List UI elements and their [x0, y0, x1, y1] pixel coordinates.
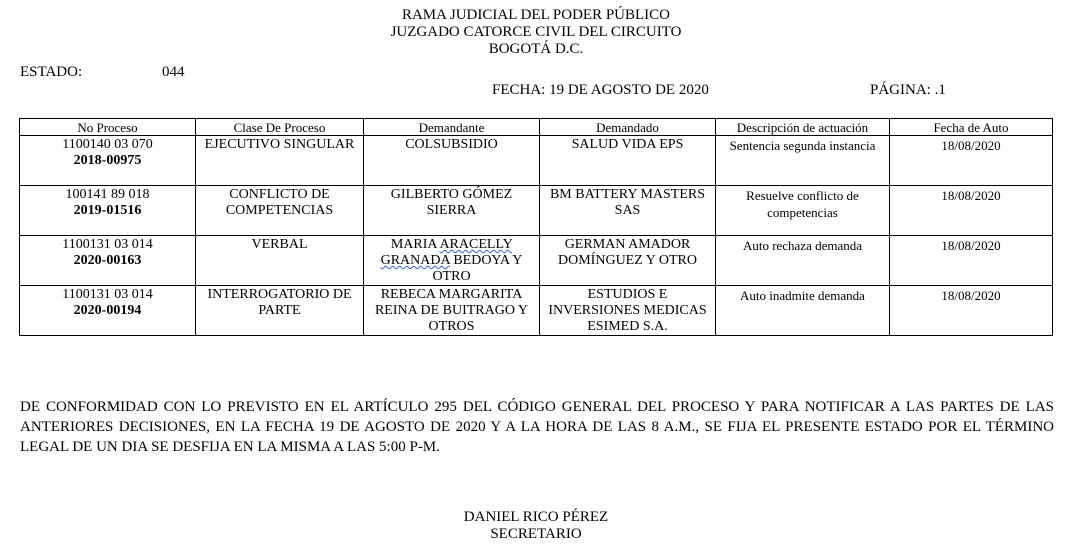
- proceso-radicado: 2020-00163: [73, 253, 142, 268]
- proceso-number: 1100140 03 070: [62, 137, 153, 152]
- signature-block: [0, 509, 1072, 543]
- header-clase: Clase De Proceso: [196, 119, 364, 136]
- cell-fecha-auto: 18/08/2020: [890, 136, 1053, 186]
- header-demandante: Demandante: [364, 119, 540, 136]
- notification-paragraph: DE CONFORMIDAD CON LO PREVISTO EN EL ARTÍCULO 295 DEL CÓDIGO GENERAL DEL PROCESO Y PARA NOTIFICAR A LAS PARTES DE LAS ANTERIORES DECISIONES, EN LA FECHA 19 DE AGOSTO DE 2020 Y A LA HORA DE LAS 8 A.M., SE FIJA EL PRESENTE ESTADO POR EL TÉRMINO LEGAL DE UN DIA SE DESFIJA EN LA MISMA A LAS 5:00 P-M.: [20, 399, 1054, 455]
- header-line-2: JUZGADO CATORCE CIVIL DEL CIRCUITO: [390, 24, 682, 40]
- header-line-1: RAMA JUDICIAL DEL PODER PÚBLICO: [401, 7, 671, 23]
- cell-descripcion: Auto rechaza demanda: [716, 236, 890, 286]
- signature-title: SECRETARIO: [490, 526, 582, 542]
- proceso-radicado: 2020-00194: [73, 303, 142, 318]
- header-line-3: BOGOTÁ D.C.: [488, 41, 584, 57]
- estado-value: 044: [162, 64, 185, 80]
- cell-demandado: BM BATTERY MASTERS SAS: [540, 186, 716, 236]
- proceso-number: 1100131 03 014: [62, 287, 153, 302]
- table-row: [20, 286, 1053, 336]
- pagina-line: PÁGINA: .1: [870, 82, 946, 98]
- cell-demandado: ESTUDIOS E INVERSIONES MEDICAS ESIMED S.A.: [540, 286, 716, 336]
- cell-clase: INTERROGATORIO DE PARTE: [196, 286, 364, 336]
- cell-demandante: REBECA MARGARITA REINA DE BUITRAGO Y OTROS: [364, 286, 540, 336]
- header-fecha-auto: Fecha de Auto: [890, 119, 1053, 136]
- cell-descripcion: Sentencia segunda instancia: [716, 136, 890, 186]
- demandante-text-a: MARIA: [390, 237, 440, 252]
- cell-clase: VERBAL: [196, 236, 364, 286]
- table-row: [20, 186, 1053, 236]
- cell-proceso: [20, 186, 196, 236]
- cell-descripcion: Resuelve conflicto de competencias: [716, 186, 890, 236]
- cell-descripcion: Auto inadmite demanda: [716, 286, 890, 336]
- cell-fecha-auto: 18/08/2020: [890, 286, 1053, 336]
- demandante-text-b: ARACELLY: [439, 237, 513, 252]
- proceso-number: 100141 89 018: [65, 187, 150, 202]
- proceso-number: 1100131 03 014: [62, 237, 153, 252]
- cell-proceso: [20, 286, 196, 336]
- cell-demandado: GERMAN AMADOR DOMÍNGUEZ Y OTRO: [540, 236, 716, 286]
- cell-proceso: [20, 136, 196, 186]
- header-descripcion: Descripción de actuación: [716, 119, 890, 136]
- cell-clase: CONFLICTO DE COMPETENCIAS: [196, 186, 364, 236]
- table-header-row: [20, 119, 1053, 136]
- fecha-line: FECHA: 19 DE AGOSTO DE 2020: [492, 82, 709, 98]
- cell-demandante: [364, 236, 540, 286]
- cell-fecha-auto: 18/08/2020: [890, 186, 1053, 236]
- header-no-proceso: No Proceso: [20, 119, 196, 136]
- proceso-radicado: 2018-00975: [73, 153, 142, 168]
- demandante-text-e: BEDOYA Y OTRO: [432, 253, 523, 284]
- header-demandado: Demandado: [540, 119, 716, 136]
- document-header: [0, 7, 1072, 58]
- procesos-table: [19, 118, 1053, 336]
- signature-name: DANIEL RICO PÉREZ: [463, 509, 609, 525]
- cell-fecha-auto: 18/08/2020: [890, 236, 1053, 286]
- table-row: [20, 136, 1053, 186]
- demandante-text-d: GRANADA: [380, 253, 450, 268]
- cell-demandado: SALUD VIDA EPS: [540, 136, 716, 186]
- proceso-radicado: 2019-01516: [73, 203, 142, 218]
- cell-proceso: [20, 236, 196, 286]
- cell-clase: EJECUTIVO SINGULAR: [196, 136, 364, 186]
- estado-label: ESTADO:: [20, 64, 83, 80]
- cell-demandante: COLSUBSIDIO: [364, 136, 540, 186]
- table-row: [20, 236, 1053, 286]
- cell-demandante: GILBERTO GÓMEZ SIERRA: [364, 186, 540, 236]
